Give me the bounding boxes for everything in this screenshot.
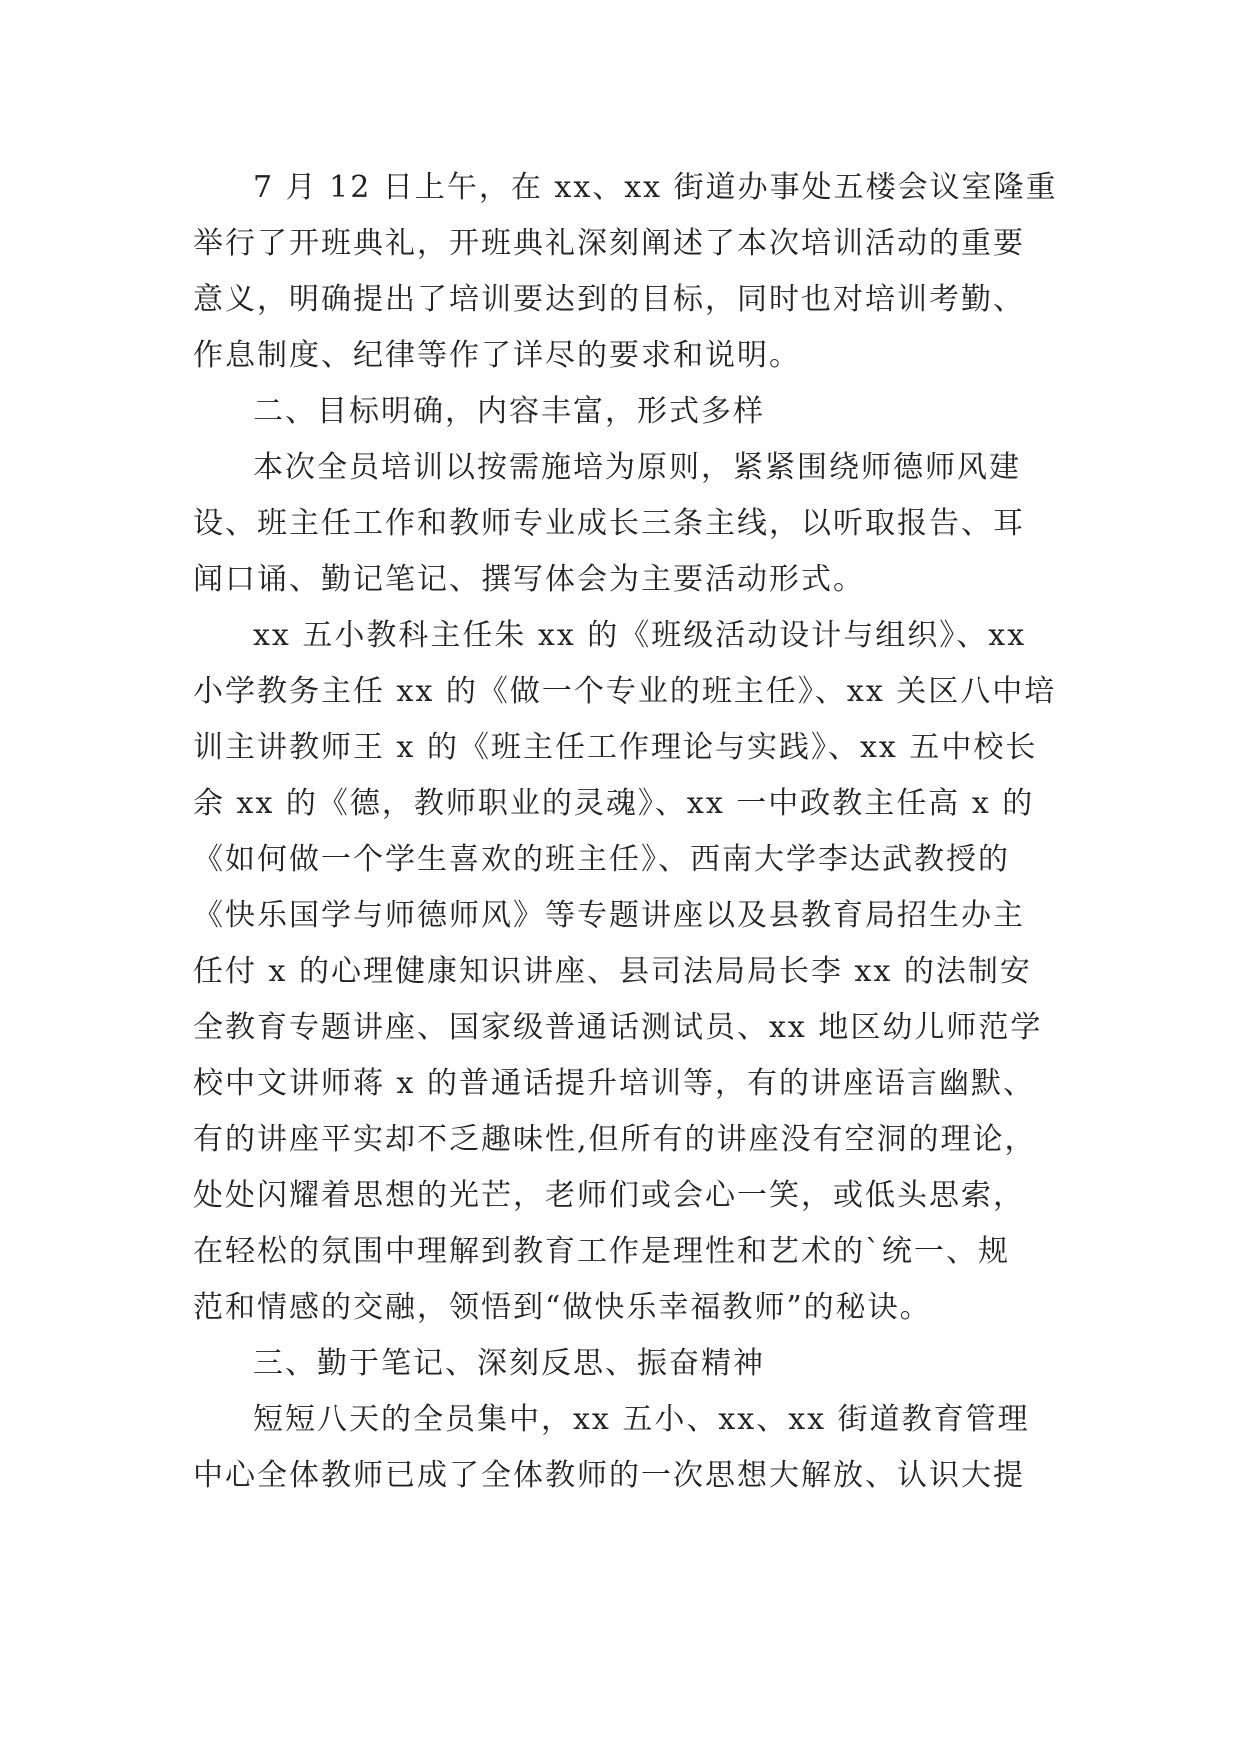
text-line-23: 短短八天的全员集中，xx 五小、xx、xx 街道教育管理 xyxy=(253,1402,1030,1437)
text-line-19: 处处闪耀着思想的光芒，老师们或会心一笑，或低头思索， xyxy=(193,1178,1025,1213)
text-line-20: 在轻松的氛围中理解到教育工作是理性和艺术的`统一、规 xyxy=(193,1234,1010,1269)
text-line-13: 《如何做一个学生喜欢的班主任》、西南大学李达武教授的 xyxy=(193,842,1010,877)
text-line-15: 任付 x 的心理健康知识讲座、县司法局局长李 xx 的法制安 xyxy=(193,954,1032,989)
text-line-10: 小学教务主任 xx 的《做一个专业的班主任》、xx 关区八中培 xyxy=(193,674,1057,709)
section-heading-3: 三、勤于笔记、深刻反思、振奋精神 xyxy=(253,1346,765,1381)
text-line-4: 作息制度、纪律等作了详尽的要求和说明。 xyxy=(193,338,801,373)
text-line-3: 意义，明确提出了培训要达到的目标，同时也对培训考勤、 xyxy=(193,282,1025,317)
text-line-16: 全教育专题讲座、国家级普通话测试员、xx 地区幼儿师范学 xyxy=(193,1010,1043,1045)
text-line-24: 中心全体教师已成了全体教师的一次思想大解放、认识大提 xyxy=(193,1458,1025,1493)
text-line-2: 举行了开班典礼，开班典礼深刻阐述了本次培训活动的重要 xyxy=(193,226,1025,261)
text-line-21: 范和情感的交融，领悟到“做快乐幸福教师”的秘诀。 xyxy=(193,1290,932,1325)
text-line-9: xx 五小教科主任朱 xx 的《班级活动设计与组织》、xx xyxy=(253,618,1027,653)
text-line-8: 闻口诵、勤记笔记、撰写体会为主要活动形式。 xyxy=(193,562,865,597)
text-line-14: 《快乐国学与师德师风》等专题讲座以及县教育局招生办主 xyxy=(193,898,1025,933)
text-line-17: 校中文讲师蒋 x 的普通话提升培训等，有的讲座语言幽默、 xyxy=(193,1066,1035,1101)
text-line-12: 余 xx 的《德，教师职业的灵魂》、xx 一中政教主任高 x 的 xyxy=(193,786,1035,821)
text-line-6: 本次全员培训以按需施培为原则，紧紧围绕师德师风建 xyxy=(253,450,1021,485)
section-heading-2: 二、目标明确，内容丰富，形式多样 xyxy=(253,394,765,429)
text-line-7: 设、班主任工作和教师专业成长三条主线，以听取报告、耳 xyxy=(193,506,1025,541)
text-line-11: 训主讲教师王 x 的《班主任工作理论与实践》、xx 五中校长 xyxy=(193,730,1038,765)
text-line-18: 有的讲座平实却不乏趣味性,但所有的讲座没有空洞的理论， xyxy=(193,1122,1037,1157)
text-line-1: 7 月 12 日上午，在 xx、xx 街道办事处五楼会议室隆重 xyxy=(253,170,1058,205)
document-body xyxy=(193,160,1073,1504)
